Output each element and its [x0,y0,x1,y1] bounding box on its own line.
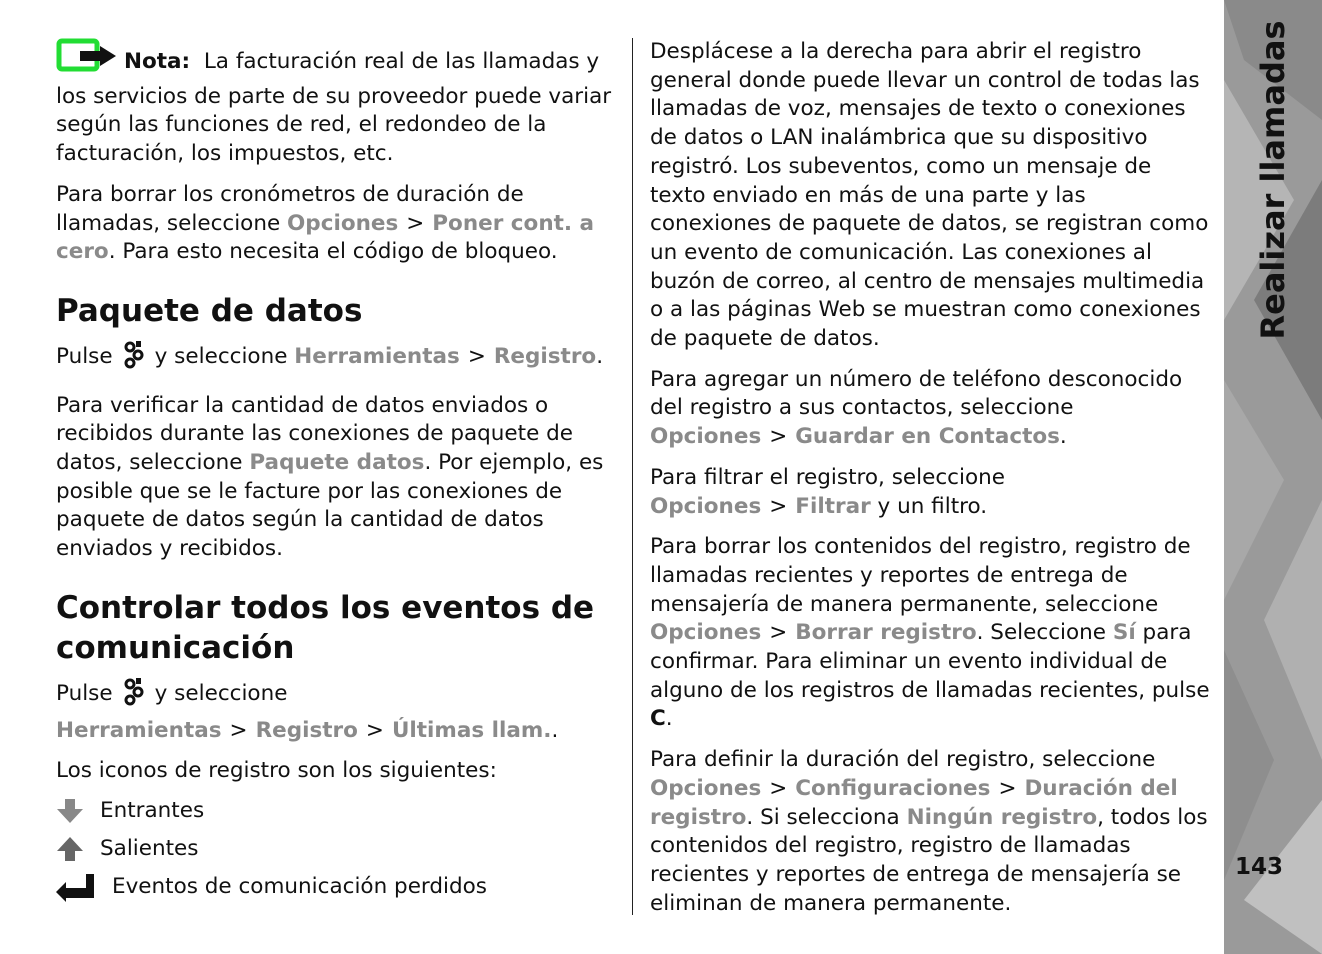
paragraph [650,746,1212,918]
menu-option-configuraciones: Configuraciones [795,775,991,801]
text: Para borrar los contenidos del registro, registro de llamadas recientes y reportes de entrega de mensajería de manera permanente, seleccione [650,534,1191,617]
menu-option-duracion-registro: Duración del registro [650,775,1178,830]
left-column [56,38,618,906]
menu-key-icon [121,339,147,380]
text: . Para esto necesita el código de bloqueo. [108,239,558,265]
separator: > [365,717,384,743]
paragraph [56,392,618,564]
text: Pulse [56,343,113,369]
menu-option-herramientas: Herramientas [294,343,460,369]
text: Para agregar un número de teléfono desconocido del registro a sus contactos, seleccione [650,366,1183,421]
menu-option-registro: Registro [493,343,597,369]
menu-option-herramientas: Herramientas [56,717,222,743]
text: Para verificar la cantidad de datos enviados o recibidos durante las conexiones de paquete de datos, seleccione [56,392,574,476]
log-icon-row [56,792,618,830]
paragraph: Desplácese a la derecha para abrir el registro general donde puede llevar un control de todas las llamadas de voz, mensajes de texto o conexiones de datos o LAN inalámbrica que su dispositivo registró. Los subeventos, como un mensaje de texto enviado en más de una parte y las conexiones de paquete de datos, se registran como un evento de comunicación. Las conexiones al buzón de correo, al centro de mensajes multimedia o a las páginas Web se muestran como conexiones de paquete de datos. [650,39,1209,352]
paragraph: Los iconos de registro son los siguientes: [56,758,497,784]
chapter-sidebar [1224,0,1322,954]
text: Para filtrar el registro, seleccione [650,464,1005,490]
page-number: 143 [1234,854,1283,880]
separator: > [769,620,788,646]
paragraph [650,464,1212,521]
arrow-up-icon [56,835,100,863]
menu-option-opciones: Opciones [287,210,399,236]
menu-option-opciones: Opciones [650,620,762,646]
heading-paquete-datos: Paquete de datos [56,292,363,329]
text: Para definir la duración del registro, seleccione [650,747,1156,773]
separator: > [406,210,425,236]
menu-option-si: Sí [1112,620,1136,646]
text: , todos los contenidos del registro, registro de llamadas recientes y reportes de entrega de mensajería se eliminan de manera permanente. [650,804,1208,916]
menu-option-paquete-datos: Paquete datos [249,450,425,476]
arrow-down-icon [56,797,100,825]
menu-option-opciones: Opciones [650,775,762,801]
note-text: La facturación real de las llamadas y los servicios de parte de su proveedor puede variar según las funciones de red, el redondeo de la facturación, los impuestos, etc. [56,49,612,167]
menu-option-ultimas-llam: Últimas llam. [391,717,552,743]
text: . Por ejemplo, es posible que se le facture por las conexiones de paquete de datos según la cantidad de datos enviados y recibidos. [56,450,604,562]
text: . [665,706,673,732]
icon-label: Entrantes [100,797,205,823]
separator: > [998,775,1017,801]
text: . Seleccione [976,620,1106,646]
text: y un filtro. [877,493,988,519]
note-label: Nota: [124,49,191,74]
text: Para borrar los cronómetros de duración de llamadas, seleccione [56,181,524,236]
menu-option-borrar-registro: Borrar registro [795,620,977,646]
separator: > [769,424,788,450]
text: . Si selecciona [746,804,900,830]
separator: > [467,343,486,369]
text: . [1059,424,1067,450]
menu-option-registro: Registro [255,717,358,743]
paragraph [56,339,618,380]
chapter-title [1224,0,1322,954]
note-paragraph [56,38,618,169]
paragraph [650,533,1212,734]
right-column [650,38,1212,930]
separator: > [769,775,788,801]
missed-arrow-icon [56,872,112,902]
reset-paragraph [56,181,618,267]
menu-option-opciones: Opciones [650,493,762,519]
heading-controlar-eventos: Controlar todos los eventos de comunicación [56,589,595,666]
chapter-title-text: Realizar llamadas [1254,20,1292,340]
text: . [596,343,604,369]
icon-label: Salientes [100,835,199,861]
text: y seleccione [154,343,288,369]
log-icon-row [56,830,618,868]
column-divider [632,38,633,915]
separator: > [769,493,788,519]
text: para confirmar. Para eliminar un evento individual de alguno de los registros de llamadas recientes, pulse [650,620,1210,703]
menu-option-poner-cont: Poner cont. a cero [56,210,595,265]
icon-label: Eventos de comunicación perdidos [112,873,488,899]
paragraph [56,676,618,745]
note-icon [56,38,118,83]
menu-option-guardar-contactos: Guardar en Contactos [795,424,1060,450]
key-c: C [650,706,666,732]
menu-option-opciones: Opciones [650,424,762,450]
menu-option-ningun-registro: Ningún registro [906,804,1098,830]
menu-key-icon [121,676,147,717]
text: Pulse [56,680,113,706]
menu-option-filtrar: Filtrar [795,493,871,519]
text: y seleccione [154,680,288,706]
text: . [551,717,559,743]
log-icon-row [56,868,618,906]
separator: > [229,717,248,743]
paragraph [650,366,1212,452]
